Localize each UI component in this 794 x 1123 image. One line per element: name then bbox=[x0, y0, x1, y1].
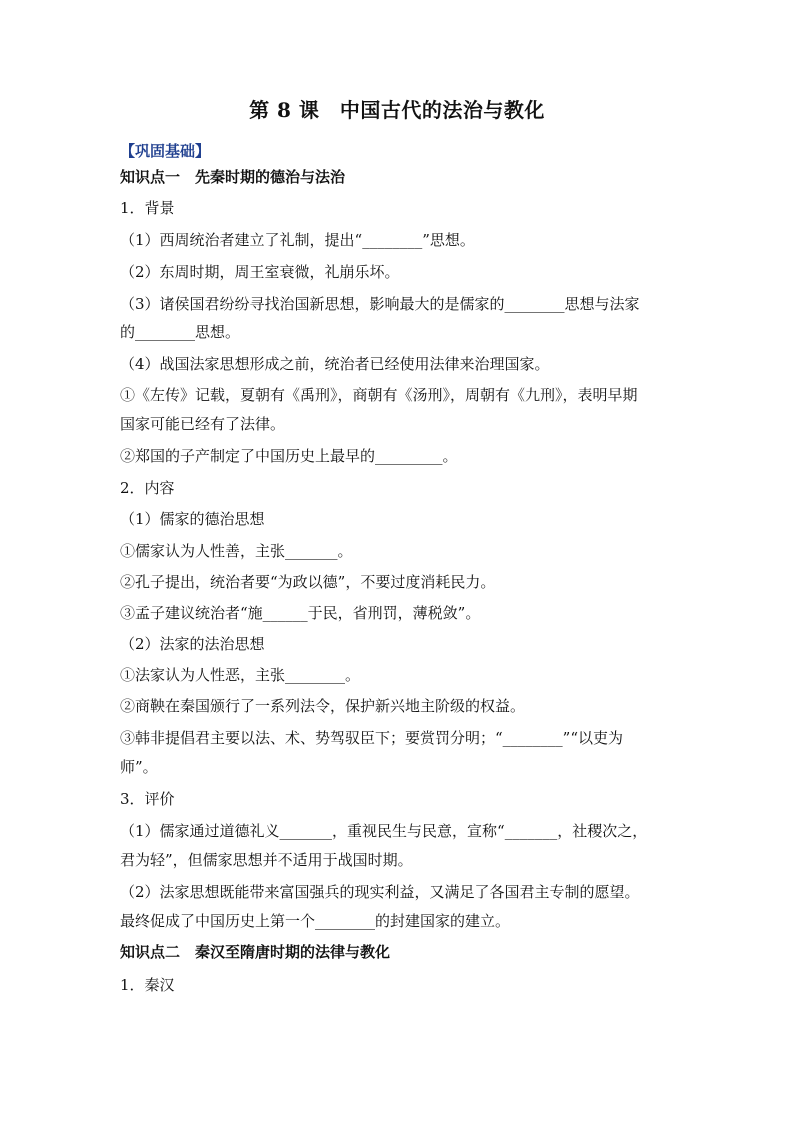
subsection-heading: 3．评价 bbox=[120, 790, 175, 808]
subsection-heading: 1．背景 bbox=[120, 199, 175, 217]
paragraph-line: （4）战国法家思想形成之前，统治者已经使用法律来治理国家。 bbox=[120, 355, 550, 373]
paragraph-line: ②孔子提出，统治者要“为政以德”，不要过度消耗民力。 bbox=[120, 573, 496, 591]
paragraph-line: ①《左传》记载，夏朝有《禹刑》，商朝有《汤刑》，周朝有《九刑》，表明早期 bbox=[120, 386, 638, 404]
paragraph-line: （1）儒家通过道德礼义_______，重视民生与民意，宣称“_______，社稷次之， bbox=[120, 822, 648, 840]
section-tag: 【巩固基础】 bbox=[120, 142, 211, 160]
paragraph-line: （3）诸侯国君纷纷寻找治国新思想，影响最大的是儒家的________思想与法家 bbox=[120, 295, 640, 313]
page-title: 第 8 课 中国古代的法治与教化 bbox=[249, 98, 545, 122]
paragraph-line: ②商鞅在秦国颁行了一系列法令，保护新兴地主阶级的权益。 bbox=[120, 697, 526, 715]
paragraph-line: （2）法家思想既能带来富国强兵的现实利益，又满足了各国君主专制的愿望。 bbox=[120, 883, 640, 901]
paragraph-line: （1）西周统治者建立了礼制，提出“________”思想。 bbox=[120, 231, 475, 249]
paragraph-line: （2）东周时期，周王室衰微，礼崩乐坏。 bbox=[120, 263, 400, 281]
knowledge-point-heading: 知识点一 先秦时期的德治与法治 bbox=[120, 168, 346, 186]
paragraph-line: 师”。 bbox=[120, 758, 158, 776]
subsection-heading: 1．秦汉 bbox=[120, 976, 175, 994]
paragraph-line: 国家可能已经有了法律。 bbox=[120, 415, 286, 433]
paragraph-line: ①法家认为人性恶，主张________。 bbox=[120, 666, 361, 684]
paragraph-line: 的________思想。 bbox=[120, 323, 241, 341]
paragraph-line: 君为轻”，但儒家思想并不适用于战国时期。 bbox=[120, 851, 413, 869]
paragraph-line: ③孟子建议统治者“施______于民，省刑罚，薄税敛”。 bbox=[120, 604, 481, 622]
paragraph-line: ②郑国的子产制定了中国历史上最早的_________。 bbox=[120, 447, 458, 465]
subsection-heading: 2．内容 bbox=[120, 479, 175, 497]
paragraph-line: （2）法家的法治思想 bbox=[120, 635, 265, 653]
paragraph-line: ③韩非提倡君主要以法、术、势驾驭臣下；要赏罚分明；“________”“以吏为 bbox=[120, 729, 624, 747]
paragraph-line: ①儒家认为人性善，主张_______。 bbox=[120, 542, 353, 560]
knowledge-point-heading: 知识点二 秦汉至隋唐时期的法律与教化 bbox=[120, 943, 391, 961]
paragraph-line: （1）儒家的德治思想 bbox=[120, 510, 265, 528]
paragraph-line: 最终促成了中国历史上第一个________的封建国家的建立。 bbox=[120, 912, 511, 930]
